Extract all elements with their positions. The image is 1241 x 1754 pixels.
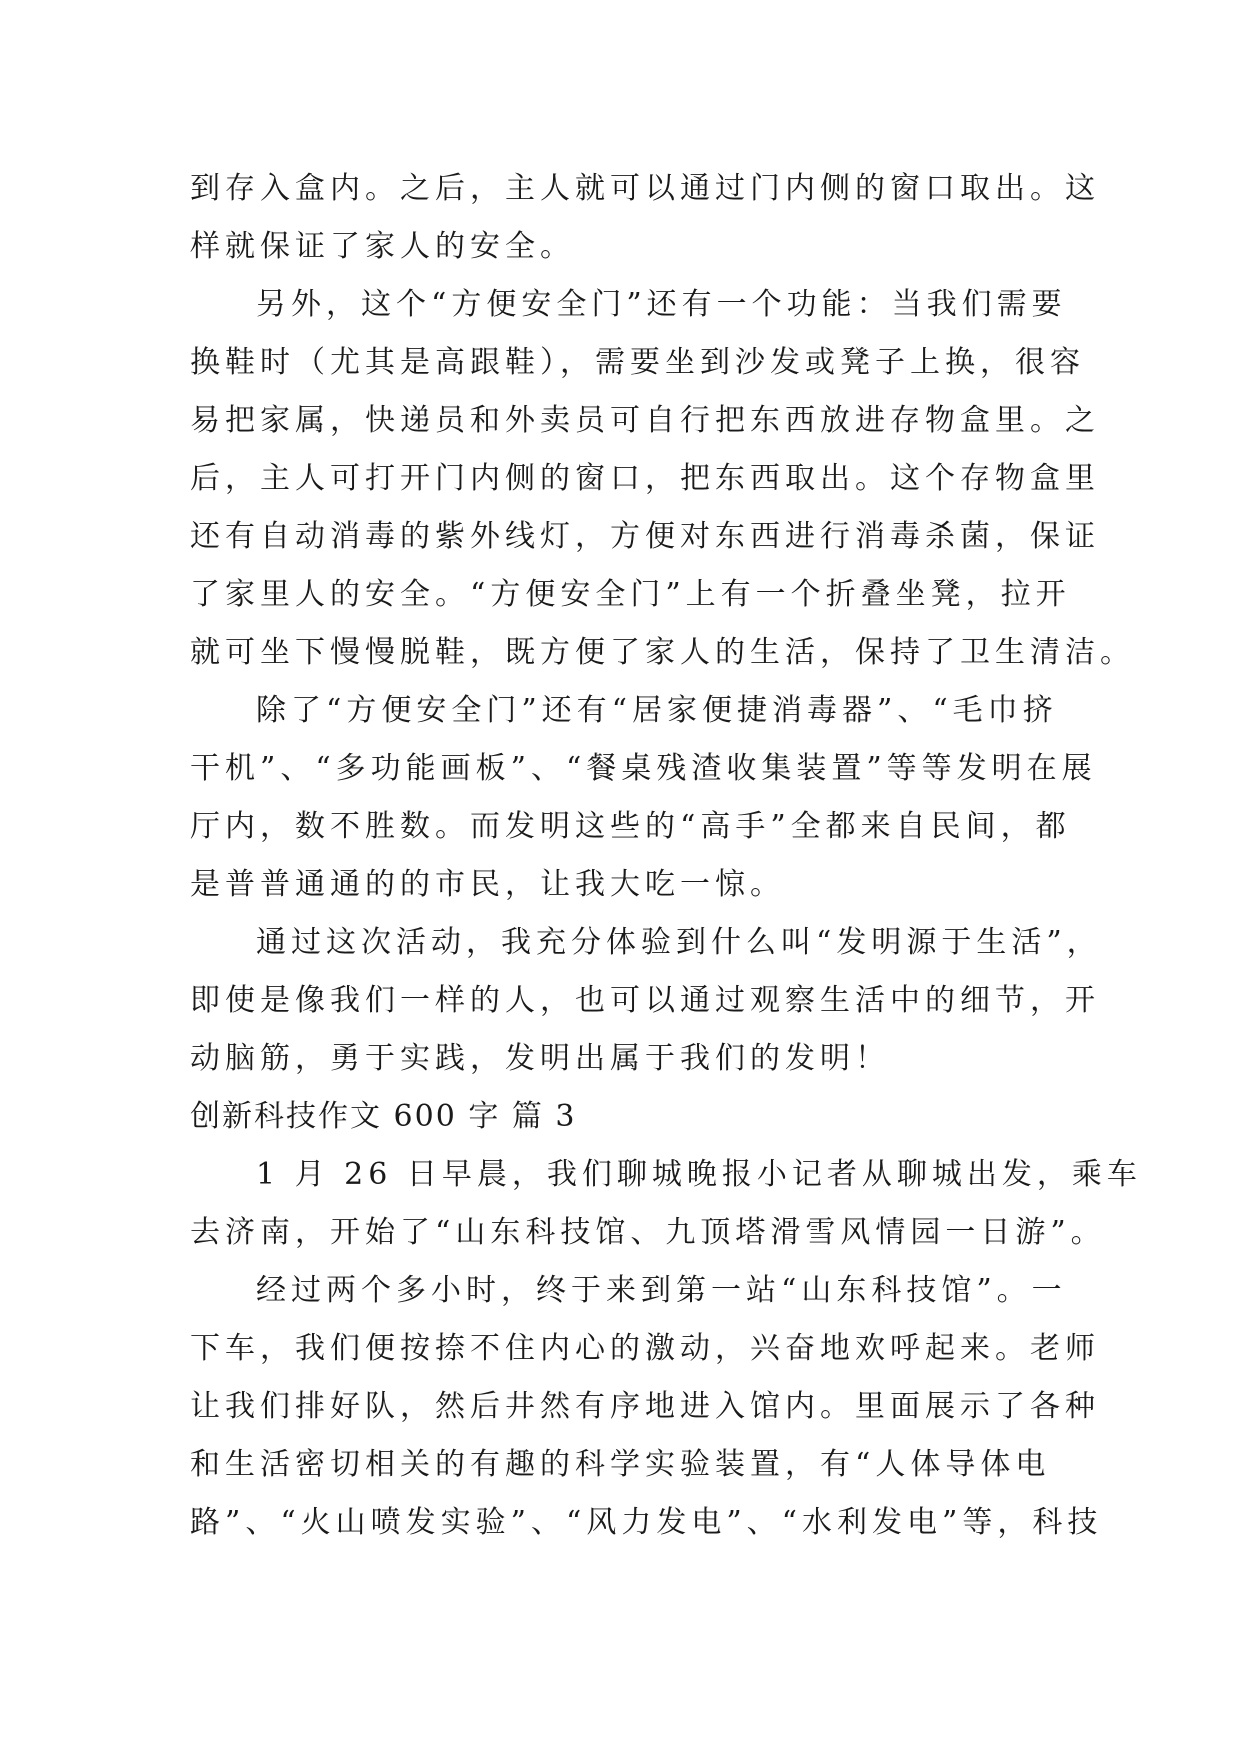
section-heading: 创新科技作文 600 字 篇 3 xyxy=(190,1099,577,1134)
document-page xyxy=(190,160,1142,1580)
text-line: 通过这次活动，我充分体验到什么叫“发明源于生活”， xyxy=(256,925,1102,960)
text-line: 样就保证了家人的安全。 xyxy=(190,229,575,264)
text-line: 厅内，数不胜数。而发明这些的“高手”全都来自民间，都 xyxy=(190,809,1071,844)
text-line: 即使是像我们一样的人，也可以通过观察生活中的细节，开 xyxy=(190,983,1100,1018)
text-line: 去济南，开始了“山东科技馆、九顶塔滑雪风情园一日游”。 xyxy=(190,1215,1106,1250)
text-line: 后，主人可打开门内侧的窗口，把东西取出。这个存物盒里 xyxy=(190,461,1100,496)
text-line: 和生活密切相关的有趣的科学实验装置，有“人体导体电 xyxy=(190,1447,1051,1482)
text-line: 还有自动消毒的紫外线灯，方便对东西进行消毒杀菌，保证 xyxy=(190,519,1100,554)
text-line: 干机”、“多功能画板”、“餐桌残渣收集装置”等等发明在展 xyxy=(190,751,1097,786)
text-line: 换鞋时（尤其是高跟鞋），需要坐到沙发或凳子上换，很容 xyxy=(190,345,1085,380)
text-line: 经过两个多小时，终于来到第一站“山东科技馆”。一 xyxy=(256,1273,1067,1308)
text-line: 了家里人的安全。“方便安全门”上有一个折叠坐凳，拉开 xyxy=(190,577,1071,612)
text-line: 是普普通通的的市民，让我大吃一惊。 xyxy=(190,867,785,902)
text-line: 动脑筋，勇于实践，发明出属于我们的发明！ xyxy=(190,1041,890,1076)
text-line: 下车，我们便按捺不住内心的激动，兴奋地欢呼起来。老师 xyxy=(190,1331,1100,1366)
text-line: 另外，这个“方便安全门”还有一个功能：当我们需要 xyxy=(256,287,1067,322)
text-line: 让我们排好队，然后井然有序地进入馆内。里面展示了各种 xyxy=(190,1389,1100,1424)
text-line: 易把家属，快递员和外卖员可自行把东西放进存物盒里。之 xyxy=(190,403,1100,438)
text-line: 路”、“火山喷发实验”、“风力发电”、“水利发电”等，科技 xyxy=(190,1505,1103,1540)
text-line: 到存入盒内。之后，主人就可以通过门内侧的窗口取出。这 xyxy=(190,171,1100,206)
text-line: 就可坐下慢慢脱鞋，既方便了家人的生活，保持了卫生清洁。 xyxy=(190,635,1135,670)
text-line: 除了“方便安全门”还有“居家便捷消毒器”、“毛巾挤 xyxy=(256,693,1058,728)
text-line: 1 月 26 日早晨，我们聊城晚报小记者从聊城出发，乘车 xyxy=(256,1157,1142,1192)
